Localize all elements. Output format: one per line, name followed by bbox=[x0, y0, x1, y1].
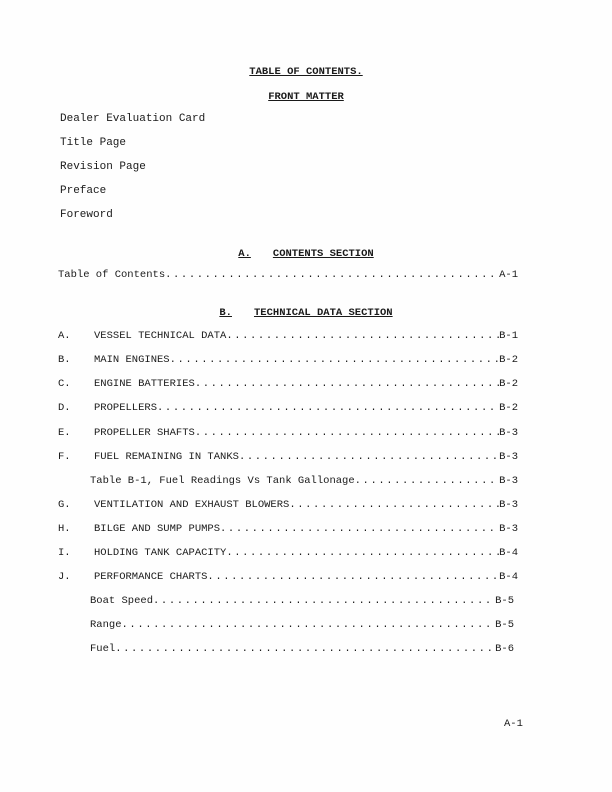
toc-entry bbox=[58, 499, 518, 511]
entry-page: B-3 bbox=[499, 523, 518, 535]
entry-page: B-6 bbox=[495, 643, 514, 655]
section-b-heading bbox=[0, 307, 612, 319]
front-matter-item: Dealer Evaluation Card bbox=[60, 113, 206, 125]
entry-page: B-3 bbox=[499, 451, 518, 463]
entry-text: Table B-1, Fuel Readings Vs Tank Gallonage bbox=[90, 475, 355, 487]
toc-entry bbox=[58, 378, 518, 390]
toc-entry bbox=[58, 402, 518, 414]
entry-text: PROPELLERS bbox=[94, 402, 158, 414]
dot-leader bbox=[122, 619, 496, 631]
entry-text: MAIN ENGINES bbox=[94, 354, 170, 366]
entry-page: B-5 bbox=[495, 595, 514, 607]
front-matter-heading bbox=[0, 91, 612, 103]
dot-leader bbox=[153, 595, 495, 607]
toc-entry bbox=[58, 269, 518, 281]
page-number: A-1 bbox=[504, 718, 523, 730]
dot-leader bbox=[226, 330, 499, 342]
toc-entry bbox=[58, 354, 518, 366]
dot-leader bbox=[226, 547, 499, 559]
entry-text: VENTILATION AND EXHAUST BLOWERS bbox=[94, 499, 290, 511]
dot-leader bbox=[195, 427, 499, 439]
dot-leader bbox=[289, 499, 499, 511]
section-letter: B. bbox=[219, 307, 232, 319]
section-letter: A. bbox=[238, 248, 251, 260]
toc-entry bbox=[58, 427, 518, 439]
entry-page: B-3 bbox=[499, 499, 518, 511]
toc-entry bbox=[58, 523, 518, 535]
entry-text: Fuel bbox=[90, 643, 116, 655]
entry-page: B-4 bbox=[499, 571, 518, 583]
entry-text: Boat Speed bbox=[90, 595, 154, 607]
page-title bbox=[0, 66, 612, 78]
dot-leader bbox=[165, 269, 499, 281]
dot-leader bbox=[157, 402, 499, 414]
toc-entry bbox=[58, 451, 518, 463]
entry-letter: D. bbox=[58, 402, 71, 414]
front-matter-item: Preface bbox=[60, 185, 107, 197]
title-text: TABLE OF CONTENTS. bbox=[249, 66, 363, 78]
entry-text: VESSEL TECHNICAL DATA bbox=[94, 330, 227, 342]
entry-text: PROPELLER SHAFTS bbox=[94, 427, 195, 439]
toc-subentry bbox=[90, 475, 518, 487]
toc-entry bbox=[58, 547, 518, 559]
dot-leader bbox=[195, 378, 499, 390]
entry-page: B-2 bbox=[499, 354, 518, 366]
section-a-heading bbox=[0, 248, 612, 260]
dot-leader bbox=[220, 523, 499, 535]
toc-subentry bbox=[90, 643, 514, 655]
entry-letter: B. bbox=[58, 354, 71, 366]
entry-letter: J. bbox=[58, 571, 71, 583]
entry-letter: H. bbox=[58, 523, 71, 535]
front-matter-item: Foreword bbox=[60, 209, 113, 221]
entry-page: B-4 bbox=[499, 547, 518, 559]
entry-text: Table of Contents bbox=[58, 269, 166, 281]
entry-letter: C. bbox=[58, 378, 71, 390]
entry-letter: G. bbox=[58, 499, 71, 511]
toc-subentry bbox=[90, 619, 514, 631]
dot-leader bbox=[170, 354, 499, 366]
section-title: CONTENTS SECTION bbox=[272, 248, 374, 260]
front-matter-item: Title Page bbox=[60, 137, 127, 149]
entry-letter: A. bbox=[58, 330, 71, 342]
entry-page: B-3 bbox=[499, 427, 518, 439]
dot-leader bbox=[115, 643, 495, 655]
entry-text: Range bbox=[90, 619, 122, 631]
toc-entry bbox=[58, 571, 518, 583]
section-title: TECHNICAL DATA SECTION bbox=[253, 307, 393, 319]
entry-text: ENGINE BATTERIES bbox=[94, 378, 195, 390]
entry-letter: F. bbox=[58, 451, 71, 463]
dot-leader bbox=[207, 571, 499, 583]
entry-page: B-2 bbox=[499, 378, 518, 390]
entry-page: B-2 bbox=[499, 402, 518, 414]
entry-text: PERFORMANCE CHARTS bbox=[94, 571, 208, 583]
entry-page: B-3 bbox=[499, 475, 518, 487]
toc-entry bbox=[58, 330, 518, 342]
entry-page: B-5 bbox=[495, 619, 514, 631]
toc-subentry bbox=[90, 595, 514, 607]
entry-page: A-1 bbox=[499, 269, 518, 281]
entry-page: B-1 bbox=[499, 330, 518, 342]
entry-text: BILGE AND SUMP PUMPS bbox=[94, 523, 221, 535]
dot-leader bbox=[239, 451, 499, 463]
entry-letter: I. bbox=[58, 547, 71, 559]
dot-leader bbox=[355, 475, 499, 487]
front-matter-item: Revision Page bbox=[60, 161, 146, 173]
subtitle-text: FRONT MATTER bbox=[268, 91, 344, 103]
entry-text: HOLDING TANK CAPACITY bbox=[94, 547, 227, 559]
entry-text: FUEL REMAINING IN TANKS bbox=[94, 451, 239, 463]
entry-letter: E. bbox=[58, 427, 71, 439]
